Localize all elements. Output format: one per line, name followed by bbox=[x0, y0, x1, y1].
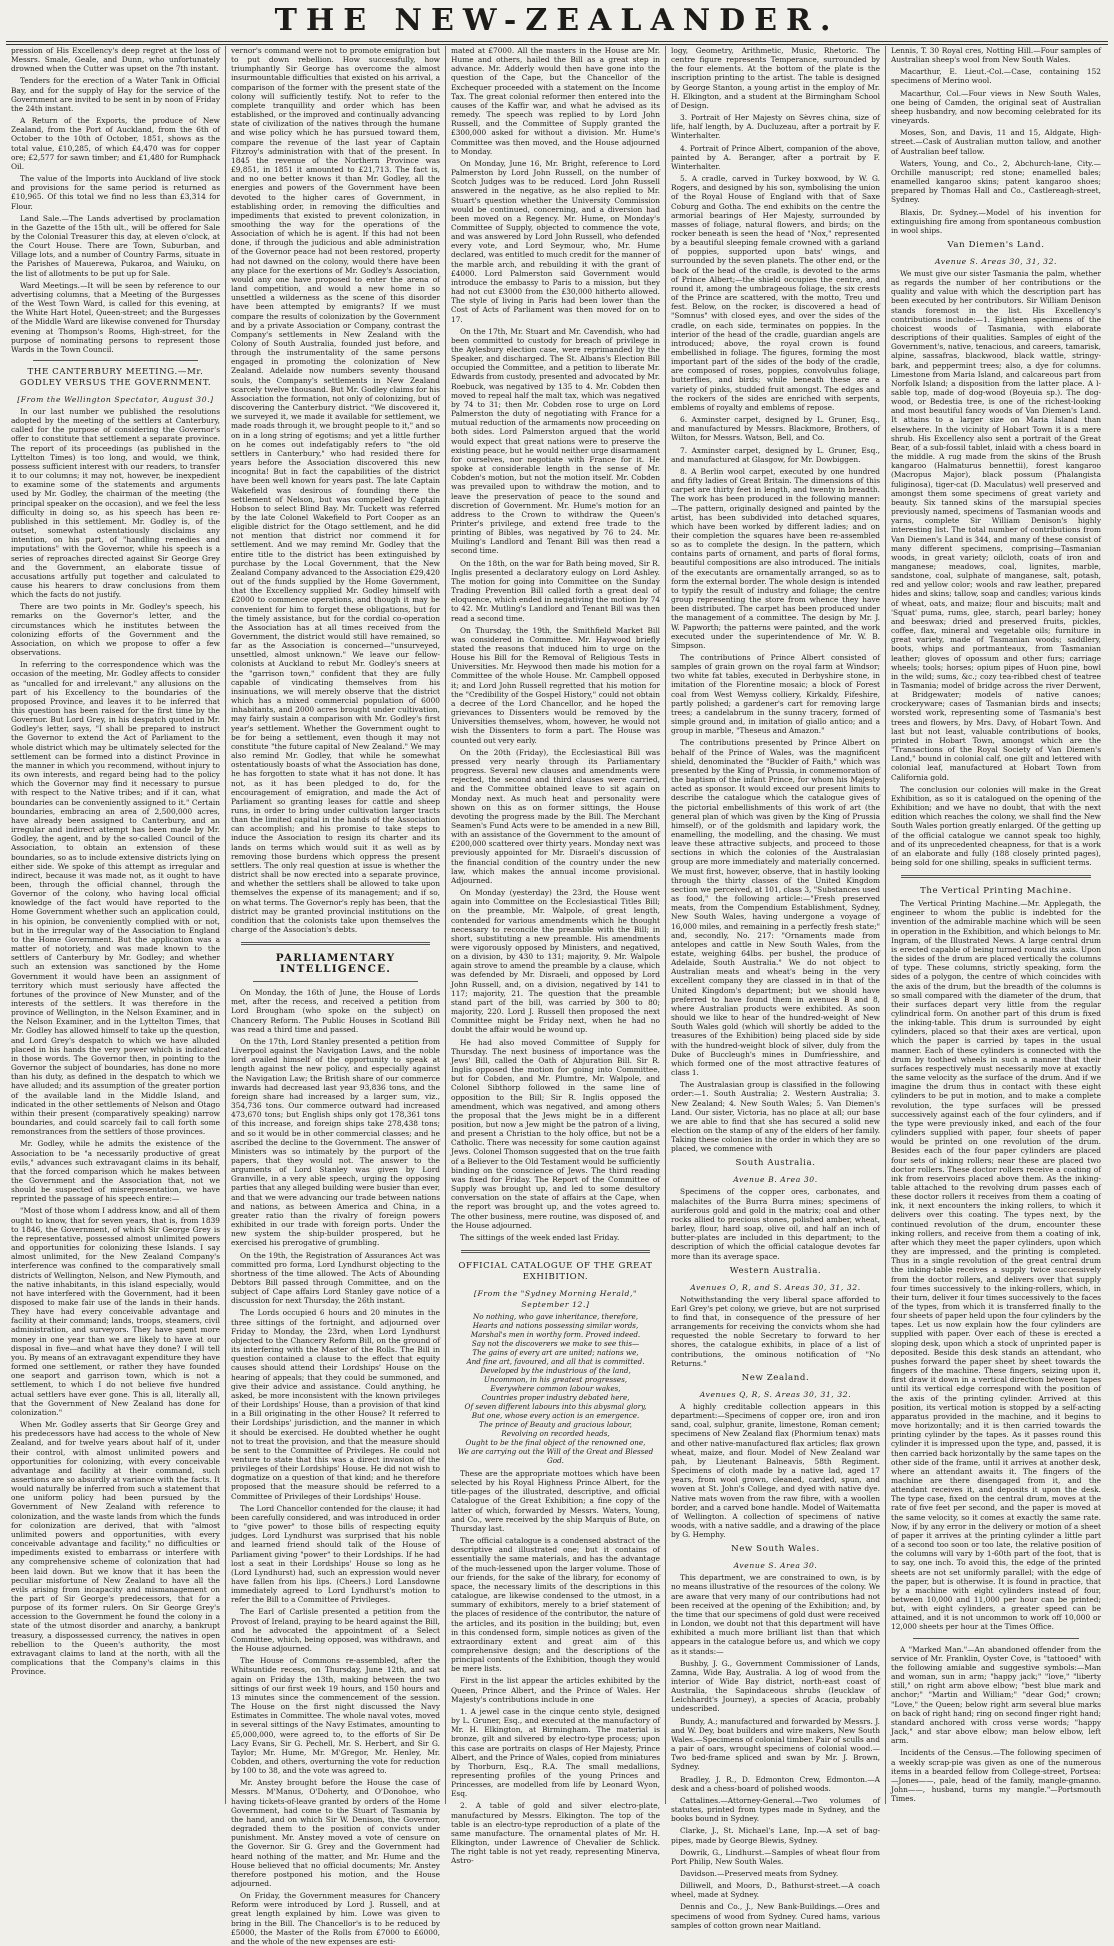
column-rule bbox=[913, 1638, 1079, 1639]
article-paragraph: On the 20th (Friday), the Ecclesiastical Bill was pressed very nearly through its Parliamentary progress. Several new clauses and amendments were rejected, the second and third clauses were carried, and the Committee obtained leave to sit again on Monday next. As much heat and personality were shown on this as on former sittings, the House devoting the progress made by the Bill. The Merchant Seamen's Fund Acts were to be amended in a new Bill, with an assistance of the Government to the amount of £200,000 scattered over thirty years. Monday next was previously appointed for Mr. Disraeli's discussion of the financial condition of the country under the new law, which makes the annual income provisional. Adjourned. bbox=[451, 747, 660, 885]
section-heading: OFFICIAL CATALOGUE OF THE GREAT EXHIBITION. bbox=[458, 1261, 653, 1282]
article-paragraph: In our last number we published the resolutions adopted by the meeting of the settlers at Canterbury, called for the purpose of considering the Governor's offer to constitute that settlement a separate province. The report of its proceedings (as published in the Lyttelton Times) is too long, and would, we think, possess sufficient interest with our readers, to transfer it to our columns; it may not, however, be inexpedient to examine some of the statements and arguments used by Mr. Godley, the chairman of the meeting (the principal speaker on the occasion), and we feel the less difficulty in doing so, as his speech has been re-published in this settlement. Mr. Godley is, of the outset, somewhat ostentatiously disclaims any intention, on his part, of "handling remedies and imputations" with the Governor, while his speech is a series of reproaches directed against Sir George Grey and the Government, an elaborate tissue of accusations artfully put together and calculated to cause his hearers to draw conclusions from them which the facts do not justify. bbox=[11, 407, 220, 600]
article-paragraph: On Thursday, the 19th, the Smithfield Market Bill was considered in Committee. Mr. Haywood briefly stated the reasons that induced him to urge on the House his Bill for the Removal of Religious Tests in Universities. Mr. Heywood then made his motion for a Committee of the whole House. Mr. Campbell opposed it; and Lord John Russell regretted that his motion for the "Credibility of the Gospel History," could not obtain a decree of the Lord Chancellor, and he hoped the grievances to Dissenters would be removed by the Universities themselves, whom, however, he would not wish the Dissenters to form a part. The House was counted out very early. bbox=[451, 625, 660, 745]
article-paragraph: On Monday, June 16, Mr. Bright, reference to Lord Palmerston by Lord John Russell, on the number of Scotch Judges was to be reduced. Lord John Russell answered in the negative, as he also replied to Mr. Stuart's question whether the University Commission would be continued, concerning, and a diversion had been moved on a Regency. Mr. Hume, on Monday's Committee of Supply, objected to commence the vote, and was answered by Lord John Russell, who defended every vote, and Lord Seymour, who, Mr. Hume declared, was entitled to much credit for the manner of the marble arch, and rebuilding it with the grant of £4000. Lord Palmerston said Government would introduce the embassy to Paris to a mission, but they had not cut £3000 from the £30,000 hitherto allowed. The style of living in Paris had been lower than the Cost of Acts of Parliament was then moved for on to 17. bbox=[451, 158, 660, 324]
article-paragraph: Clarke, J., St. Michael's Lane, Inp.—A set of bag-pipes, made by George Blewis, Sydney. bbox=[671, 1826, 880, 1845]
article-paragraph: On Monday, the 16th of June, the House of Lords met, after the recess, and received a petition from Lord Brougham (who spoke on the subject) on Chancery Reform. The Public Houses in Scotland Bill was read a third time and passed. bbox=[231, 988, 440, 1034]
article-paragraph: The Australasian group is classified in the following order:—1. South Australia; 2. Western Australia; 3. New Zealand; 4. New South Wales; 5. Van Diemen's Land. Our sister, Victoria, has no place at all; our base we are able to find that she has secured a solid new election on the stamp of any of the elders of her family. Taking these colonies in the order in which they are so placed, we commence with bbox=[671, 1080, 880, 1154]
section-subheading: Avenue S. Area 30. bbox=[733, 1561, 818, 1571]
article-paragraph: The conclusion our colonies will make in the Great Exhibition, as so it is catalogued on the opening of the Exhibition; and we have no doubt, that with the next edition which reaches the colony, we shall find the New South Wales portion greatly enlarged. Of the getting up of the official catalogue we cannot speak too highly, and of its unprecedented cheapness, for that is a work of an elaborate and fully (188 closely printed pages), being sold for one shilling, speaks in sufficient terms. bbox=[891, 784, 1101, 867]
article-paragraph: On the 18th, on the war for Bath being moved, Sir R. Inglis presented a declaratory eulogy on Lord Ashley. The motion for going into Committee on the Sunday Trading Prevention Bill called forth a great deal of eloquence, which ended in negativing the motion by 74 to 42. Mr. Mutling's Landlord and Tenant Bill was then read a second time. bbox=[451, 558, 660, 623]
verse-line: Countries proper industry debated here, bbox=[481, 1393, 630, 1402]
column-rule bbox=[461, 1250, 650, 1253]
article-paragraph: First in the list appear the articles exhibited by the Queen, Prince Albert, and the Prince of Wales. Her Majesty's contributions include in one bbox=[451, 1676, 660, 1704]
article-paragraph: Moses, Son, and Davis, 11 and 15, Aldgate, High-street.—Cask of Australian mutton tallow, and another of Australian beef tallow. bbox=[891, 128, 1101, 156]
article-paragraph: He had also moved Committee of Supply for Thursday. The next business of importance was the Jews' Bill, called the Oath of Abjuration Bill. Sir R. Inglis opposed the motion for going into Committee, but for Cobden, and Mr. Plumtre, Mr. Walpole, and Colonel Sibthorp followed in the same line of opposition to the Bill; Sir R. Inglis opposed the amendment, which was negatived, and among others the proposal that the Jews might be in a different position, but now a Jew might be the patron of a living, and present a Christian to the holy office, but not be a Catholic. There was necessity for some caution against Jews. Colonel Thomson suggested that on the true faith of a Believer to the Old Testament would be sufficiently binding on the conscience of Jews. The third reading was fixed for Friday. The Report of the Committee of Supply was brought up, and led to some desultory conversation on the state of affairs at the Cape, when the report was brought up, and the votes agreed to. The other business, mere routine, was disposed of, and the House adjourned. bbox=[451, 1037, 660, 1230]
article-paragraph: Dilliwell, and Moors, D., Bathurst-street.—A coach wheel, made at Sydney. bbox=[671, 1881, 880, 1900]
article-paragraph: The Lord Chancellor contended for the clause; it had been carefully considered, and was introduced in order to "give power" to those bills of respecting equity judges. Lord Lyndhurst was surprised that his noble and learned friend should talk of the House of Parliament giving "power" to their Lordships. If he had lost a seat in their Lordships' House so long as he (Lord Lyndhurst) had, such an expression would never have fallen from his lips. (Cheers.) Lord Lansdowne immediately agreed to Lord Lyndhurst's motion to refer the Bill to a Committee of Privileges. bbox=[231, 1503, 440, 1605]
verse-line: The prince of Beauty and gracious labour, bbox=[479, 1420, 632, 1429]
article-paragraph: Specimens of the copper ores, carbonates, and malachites of the Burra Burra mines; specimens of auriferous gold and gold in the matrix; coal and other rocks allied to precious stones, polished amber, wheat, barley, flour, hard soap, olive oil, and half an inch of butter-plates are included in this department; to the description of which the official catalogue devotes far more than its average space. bbox=[671, 1187, 880, 1261]
section-heading: New Zealand. bbox=[741, 1372, 810, 1383]
verse-line: Uncommon, in his greatest progresses, bbox=[483, 1375, 628, 1384]
section-subheading: Avenue S. Areas 30, 31, 32. bbox=[934, 256, 1058, 266]
verse-line: We are carrying out the Will of the Great and Blessed God. bbox=[457, 1447, 654, 1465]
section-subheading: [From the Wellington Spectator, August 30.] bbox=[17, 395, 214, 404]
article-paragraph: Ward Meetings.—It will be seen by reference to our advertising columns, that a Meeting of the Burgesses of the West Town Ward, is called for this evening, at the White Hart Hotel, Queen-street; and the Burgesses of the Middle Ward are likewise convened for Thursday evening at Thompson's Rooms, High-street, for the purpose of nominating persons to represent those Wards in the Town Council. bbox=[11, 280, 220, 354]
column-rule bbox=[33, 360, 198, 361]
verse-line: Marshal's men in worthy form. Proved indeed. bbox=[470, 1330, 641, 1339]
article-paragraph: A Return of the Exports, the produce of New Zealand, from the Port of Auckland, from the 6th of October to the 10th of October, 1851, shows as the total value, £10,285, of which £4,470 was for copper ore; £2,577 for sawn timber; and £1,480 for Rumphack Oil. bbox=[11, 116, 220, 171]
article-paragraph: 6. Axminster carpet, designed by L. Gruner, Esq., and manufactured by Messrs. Blackmore, Brothers, of Wilton, for Messrs. Watson, Bell, and Co. bbox=[671, 415, 880, 443]
article-paragraph: Lennis, T. 30 Royal cres, Notting Hill.—Four samples of Australian sheep's wool from New South Wales. bbox=[891, 46, 1101, 65]
column-rule bbox=[241, 942, 430, 945]
section-heading: PARLIAMENTARY INTELLIGENCE. bbox=[275, 952, 396, 976]
verse-line: Everywhere common labour wakes, bbox=[490, 1384, 621, 1393]
masthead-rule-bottom bbox=[6, 44, 1108, 45]
column-1 bbox=[6, 46, 226, 1804]
column-rule bbox=[901, 875, 1091, 878]
masthead bbox=[0, 2, 1114, 42]
article-paragraph: We must give our sister Tasmania the palm, whether as regards the number of her contributions or the quality and value with which the description part has been executed by her contributors. Sir William Denison stands foremost in the list. His Excellency's contributions include:—1. Eighteen specimens of the choicest woods of Tasmania, with elaborate descriptions of their qualities. Samples of eight of the Government's, native, tenacious, and careers, tamarisk, alpine, sassafras, blackwood, black wattle, stringy-bark, and peppermint trees; also, a dye for columns. Limestone from Maria Island, and calcareous part from Norfolk Island; a disposition from the latter place. A l-sable top, made of dog-wood (Boyeuia sp.). The dog-wood, or Bedestia tree, is one of the richest-looking and most beautiful fancy woods of Van Diemen's Land. It attains to a larger size on Maria Island than elsewhere. In the vicinity of Hobart Town it is a mere shrub. His Excellency also sent a portrait of the Great Bear, of a sub-fossil tablet, inlaid with a chess board in the middle. A rug made from the skins of the Brush kangaroo (Halmaturus bennettii), forest kangaroo (Macropus Major), black possum (Phalangista fuliginosa), tiger-cat (D. Maculatus) well preserved and amongst them some specimens of great variety and beauty. Six tanned skins of the marsupial species previously named, specimens of Tasmanian woods and yarns, complete Sir William Denison's highly interesting list. The total number of contributions from Van Diemen's Land is 344, and many of these consist of many different specimens, comprising—Tasmanian woods, in great variety; oilcloth, coats of iron and manganese; meadows, coal, lignites, marble, sandstone, coal, sulphate of manganese, salt, potash, red and yellow color; wools and raw leather, prepared hides and skins; tallow, soap and candles; various kinds of wheat, oats, and maize; flour and biscuits; malt and 'Squat' puma, rums, glee, starch, pearl barley; honey and beeswax; dried and preserved fruits, pickles, coffee, flax, mineral and vegetable oils; furniture in great variety, made of Tasmanian woods; saddlery, boots, whips and portmanteaux, from Tasmanian leather; gloves of opossum and other furs; carriage wheels; tools; horses; opium pipes of Huon pine, bowl in the wild; sums, &c.; cozy tea-ribbed chest of teatree in Tasmania; model of bridge across the river Derwent, at Bridgewater; models of native canoes; crockeryware; cases of Tasmanian birds and insects; worsted work, representing some of Tasmania's best trees and flowers, by Mrs. Davy, of Hobart Town. And last but not least, valuable contributions of books, printed in Hobart Town, amongst which are the "Transactions of the Royal Society of Van Diemen's Land," bound in colonial calf, one gilt and lettered with colonial leaf, manufactured at Hobart Town from California gold. bbox=[891, 268, 1101, 782]
article-paragraph: On the 17th, Lord Stanley presented a petition from Liverpool against the Navigation Laws, and the noble lord availed himself of the opportunity to speak at length against the new policy, and especially against the Navigation Law; the British share of our commerce inwards had decreased last year 93,836 tons, and the foreign share had increased by a larger sum, viz., 354,736 tons. Our commerce outward had increased 473,670 tons; but English ships only got 178,361 tons of this increase, and foreign ships take 278,438 tons; and so it would be in other commercial classes; and he ascribed the decline to the Government. The answer of Ministers was so intimately by the purport of the papers, that they would not. The answer to the arguments of Lord Stanley was given by Lord Granville, in a very able speech, urging the opposing parties that any alleged building were busier than ever, and that we were advancing our trade between nations and nations, as between America and China, in a greater ratio than the rivalry of foreign powers exhibited in our trade with foreign ports. Under the new system the ship-builder prospered, but he exercised his prerogative of grumbling. bbox=[231, 1036, 440, 1248]
article-paragraph: On the 17th, Mr. Stuart and Mr. Cavendish, who had been committed to custody for breach of privilege in the Aylesbury election case, were reprimanded by the Speaker, and discharged. The St. Albans's Election Bill occupied the Committee, and a petition to liberate Mr. Edwards from custody, presented and advocated by Mr. Roebuck, was negatived by 135 to 4. Mr. Cobden then moved to repeal half the malt tax, which was negatived by 74 to 31; then Mr. Cobden rose to urge on Lord Palmerston the duty of negotiating with France for a mutual reduction of the armaments now proceeding on both sides. Lord Palmerston argued that the world would expect that great nations were to preserve the existing peace, but he would neither urge disarmament for ourselves, nor negotiate with France for it. He spoke at considerable length in the sense of Mr. Cobden's motion, but not the motion itself. Mr. Cobden was prevailed upon to withdraw the motion, and to leave the preservation of peace to the sound and discretion of Government. Mr. Hume's motion for an address to the Crown to withdraw the Queen's Printer's privilege, and extend free trade to the printing of Bibles, was negatived by 76 to 24. Mr. Muiling's Landlord and Tenant Bill was then read a second time. bbox=[451, 326, 660, 556]
article-paragraph: The value of the Imports into Auckland of live stock and provisions for the same period is returned as £10,965. Of this total we find no less than £3,314 for Flour. bbox=[11, 174, 220, 211]
article-paragraph: This department, we are constrained to own, is by no means illustrative of the resources of the colony. We are aware that very many of our contributions had not been received at the opening of the Exhibition; and, by the time that our specimens of gold dust were received in London, we doubt not that this department will have exhibited a much more brilliant list than that which appears in the catalogue before us, and which we copy as it stands:— bbox=[671, 1573, 880, 1656]
article-paragraph: Blaxis, Dr. Sydney.—Model of his invention for extinguishing fire among from spontaneous combustion in wool ships. bbox=[891, 207, 1101, 235]
section-subheading: Avenues Q, R, S. Areas 30, 31, 32. bbox=[699, 1389, 852, 1399]
section-heading: THE CANTERBURY MEETING.—Mr. GODLEY VERSUS THE GOVERNMENT. bbox=[19, 367, 212, 388]
column-4 bbox=[666, 46, 886, 1930]
section-heading: Western Australia. bbox=[729, 1265, 822, 1276]
verse-line: The gains of every art are united; nations we, bbox=[472, 1348, 639, 1357]
section-heading: The Vertical Printing Machine. bbox=[920, 886, 1072, 897]
article-paragraph: In referring to the correspondence which was the occasion of the meeting, Mr. Godley affects to consider as "uncalled for and irrelevant," any allusions on the part of his Excellency to the boundaries of the proposed Province, and leaves it to be inferred that this question has been raised for the first time by the Governor. But Lord Grey, in his despatch quoted in Mr. Godley's letter, says, "I shall be prepared to instruct the Governor to extend the Act of Parliament to the whole district which may be ultimately selected for the settlement can be formed into a distinct Province in the manner in which you recommend, without injury to its own interests, and regard being had to the policy which the Governor may find it necessary to pursue with respect to the Native tribes; and if it can, what boundaries can be conveniently assigned to it." Certain boundaries, embracing an area of 2,500,000 acres, have already been assigned to Canterbury, and an irregular and indirect attempt has been made by Mr. Godley, the agent, and by the so-called Council of the Association, to obtain an extension of these boundaries, so as to include extensive districts lying on either side. We spoke of this attempt as irregular and indirect, because it was made not, as it ought to have been, through the official channel, through the Governor of the colony, who having local official knowledge of the fact would have reported to the Home Government whether such an application could, in his opinion, be conveniently complied with or not, but in the irregular way of the Association to England to the Home Government. But the application was a matter of notoriety, and was made known to the settlers of Canterbury by Mr. Godley; and whether such an extension was sanctioned by the Home Government it would have been an assignment of territory which must seriously have affected the fortunes of the province of New Munster, and of the interests of the settlers. It was therefore in the province of Wellington, in the Nelson Examiner, and in the Nelson Examiner, and in the Lyttelton Times, that Mr. Godley has allowed himself to take up the question, and Lord Grey's despatch to which we have alluded placed in his hands the very power which is indicated in those words. The Governor then, in pointing to the Governor the subject of boundaries, has done no more than his duty, as defined in the despatch to which we have alluded; and its assumption of the greater portion of the available land in the Middle Island, and indicated in the other settlements of Nelson and Otago within their present (comparatively speaking) narrow boundaries, and could scarcely fail to call forth some remonstrances from the settlers of those provinces. bbox=[11, 660, 220, 1137]
article-paragraph: The Vertical Printing Machine.—Mr. Applegath, the engineer to whom the public is indebted for the invention of the admirable machine which will be seen in operation in the Exhibition, and which belongs to Mr. Ingram, of the Illustrated News. A large central drum is erected capable of being turned round its axis. Upon the sides of the drum are placed vertically the columns of type. These columns, strictly speaking, form the sides of a polygon, the centre of which coincides with the axis of the drum, but the breadth of the columns is so small compared with the diameter of the drum, that their surfaces depart very little from the regular cylindrical form. On another part of this drum is fixed the inking-table. This drum is surrounded by eight cylinders, placed so that their axes are vertical, upon which the paper is carried by tapes in the usual manner. Each of these cylinders is connected with the drum by toothed wheels in such a manner that their surfaces respectively must necessarily move at exactly the same velocity as the surface of the drum. And if we imagine the drum thus in contact with these eight cylinders to be put in motion, and to make a complete revolution, the type surfaces will be pressed successively against each of the four cylinders, and if the type were previously inked, and each of the four cylinders supplied with paper, four sheets of paper would be printed on one revolution of the drum. Besides each of the four paper cylinders are placed four sets of inking rollers; near these are placed two doctor rollers. These doctor rollers receive a coating of ink from reservoirs placed above them. As the inking-table attached to the revolving drum passes each of these doctor rollers it receives from them a coating of ink, it next encounters the inking rollers, to which it delivers over this coating. The types next, by the continued revolution of the drum, encounter these inking rollers, and receive from them a coating of ink, after which they meet the paper cylinders, upon which they are impressed, and the printing is completed. Thus in a single revolution of the great central drum the inking-table receives a supply twice successively from the doctor rollers, and delivers over that supply four times successively to the inking-rollers, which, in their turn, deliver it four times successively to the faces of the types, from which it is transferred finally to the four sheets of paper held upon the four cylinders by the tapes. Let us now explain how the four cylinders are supplied with paper. Over each of these is erected a sloping desk, upon which a stock of unprinted paper is deposited. Beside this desk stands an attendant, who pushes forward the paper sheet by sheet towards the fingers of the machine. These fingers, seizing upon it, first draw it down in a vertical direction between tapes until its vertical edge correspond with the position of the axis of the printing cylinder. Arrived at this position, its vertical motion is stopped by a self-acting apparatus provided in the machine, and it begins to move horizontally; and it is then carried towards the printing cylinder by the tapes. As it passes round this cylinder it is impressed upon the type, and, passed, it is then carried back horizontally by the same tapes on the other side of the frame, until it arrives at another desk, where an attendant awaits it. The fingers of the machine are there disengaged from it, and the attendant receives it, and deposits it upon the desk. The type case, fixed on the central drum, moves at the rate of five feet per second, and the paper is moved at the same velocity, so it comes at exactly the same rate. Now, if by any error in the delivery or motion of a sheet of paper it arrives at the printing cylinder a little part of a second too soon or too late, the relative position of the columns will vary by 1-60th part of the foot, that is to say, one inch. To avoid this, the edge of the printed sheets are not set uniformly parallel; with the edge of the paper, but is otherwise. It is found in practice, that by a machine with eight cylinders instead of four, between 10,000 and 11,000 per hour can be printed; but, with eight cylinders, a greater speed can be attained, and it is not uncommon to work off 10,000 or 12,000 sheets per hour at the Times Office. bbox=[891, 899, 1101, 1632]
article-paragraph: A "Marked Man."—An abandoned offender from the service of Mr. Franklin, Oyster Cove, is "tattooed" with the following amiable and suggestive symbols:—Man and woman, sun in arm; "happy jack;" "love," "liberty still," on right arm above elbow; "best blue mark and anchor;" "Martin and William;" "dear God;" crown; "Love," the Queen; below right arm several blue marks on back of right hand; ring on second finger right hand; standard anchored with cross verse words; "happy Jack," and star above elbow; man below elbow, left arm. bbox=[891, 1644, 1101, 1746]
article-paragraph: On Monday (yesterday) the 23rd, the House went again into Committee on the Ecclesiastical Titles Bill; on the preamble, Mr. Walpole, of great length, contended for various amendments which he thought necessary to reconcile the preamble with the Bill; in short, substituting a new preamble. His amendments were vigorously opposed by Ministers, and negatived, on a division, by 430 to 131; majority, 9. Mr. Walpole again strove to amend the preamble by a clause, which was defended by Mr. Disraeli, and opposed by Lord John Russell, and, on a division, negatived by 141 to 117; majority, 21. The question that the preamble stand part of the bill, was carried by 300 to 80; majority, 220. Lord J. Russell then proposed the next Committee might be Friday next, when he had no doubt the affair would be wound up. bbox=[451, 888, 660, 1035]
article-paragraph: Bundy, A.; manufactured and forwarded by Messrs. J. and W. Dey, boat builders and wire makers, New South Wales.—Specimens of colonial timber. Pair of sculls and a pair of oars, wrought specimens of colonial wood.—Two bed-frame spliced and swan by Mr. J. Brown, Sydney. bbox=[671, 1716, 880, 1772]
article-paragraph: 3. Portrait of Her Majesty on Sèvres china, size of life, half length, by A. Ducluzeau, after a portrait by F. Winterhalter. bbox=[671, 113, 880, 141]
article-paragraph: Macarthur, Col.—Four views in New South Wales, one being of Camden, the original seat of Australian sheep husbandry, and now becoming celebrated for its vineyards. bbox=[891, 88, 1101, 126]
article-paragraph: Mr. Godley, while he admits the existence of the Association to be "a necessarily productive of great evils," advances such extravagant claims in its behalf, that the forced comparison which he makes between the Government and the Association that, not we should be suspected of misrepresentation, we have reprinted the passage of his speech entire:— bbox=[11, 1139, 220, 1204]
verse-line: Of seven different labours into this abysmal glory, bbox=[464, 1402, 647, 1411]
article-paragraph: The Earl of Carlisle presented a petition from the Provost of Ireland, praying to be heard against the Bill, and he advocated the appointment of a Select Committee, which, being opposed, was withdrawn, and the House adjourned. bbox=[231, 1607, 440, 1654]
section-subheading: Avenue B. Area 30. bbox=[733, 1175, 818, 1185]
article-paragraph: Macarthur, E. Lieut.-Col.—Case, containing 152 specimens of Merino wool. bbox=[891, 67, 1101, 86]
column-container bbox=[6, 46, 1108, 1946]
verse-line: Developed by the industrious of the land, bbox=[480, 1366, 631, 1375]
article-paragraph: Dowrik, G., Lindhurst.—Samples of wheat flour from Port Philip, New South Wales. bbox=[671, 1847, 880, 1866]
column-2 bbox=[226, 46, 446, 1946]
article-paragraph: Land Sale.—The Lands advertised by proclamation in the Gazette of the 15th ult., will be offered for Sale by the Colonial Treasurer this day, at eleven o'clock, at the Court House. There are Town, Suburban, and Village lots, and a number of Country Farms, situate in the Parishes of Mauerewa, Pukaroa, and Waiuku, on the list of allotments to be put up for Sale. bbox=[11, 213, 220, 278]
article-paragraph: 8. A Berlin wool carpet, executed by one hundred and fifty ladies of Great Britain. The dimensions of this carpet are thirty feet in length, and twenty in breadth. The work has been produced in the following manner:—The pattern, originally designed and painted by the artist, has been subdivided into detached squares, which have been worked by different ladies; and on their completion the squares have been re-assembled so as to complete the design. In the pattern, which contains parts of ornament, and parts of floral forms, beautiful compositions are also introduced. The initials of the executants are ornamentally arranged, so as to form the external border. The whole design is intended to typify the result of industry and foliage; the centre group representing the store from whence they have been distributed. The carpet has been produced under the management of a committee. The design by Mr. J. W. Papworth; the patterns were painted, and the work executed under the superintendence of Mr. W. B. Simpson. bbox=[671, 466, 880, 650]
article-paragraph: Notwithstanding the very liberal space afforded to Earl Grey's pet colony, we grieve, but are not surprised to find that, in consequence of the pressure of her arrangements for receiving the convicts whom she had requested the noble Secretary to forward to her shores, the catalogue exhibits, in place of a list of contributions, the ominous notification of "No Returns." bbox=[671, 1294, 880, 1368]
article-paragraph: The Lords occupied 6 hours and 20 minutes in the three sittings of the fortnight, and adjourned over Friday to Monday, the 23rd, when Lord Lyndhurst objected to the Chancery Reform Bill, on the ground of its interfering with the Master of the Rolls. The Bill in question contained a clause to the effect that equity causes should attend their Lordships' House on the hearing of appeals; that they could be summoned, and give their advice and assistance. Could anything, he asked, be more inconsistent with the known privileges of their Lordships' House, than a provision of that kind in a Bill originating in the other House? It referred to their Lordships' jurisdiction, and the manner in which it should be exercised. He doubted whether he ought not to treat the provision, and that the measure should be sent to the Committee of Privileges. He could not venture to state that this was a direct invasion of the privileges of their Lordships' House. He did not wish to dogmatize on a question of that kind; and he therefore proposed that the measure should be referred to a Committee of Privileges of their Lordships' House. bbox=[231, 1308, 440, 1501]
article-paragraph: On Friday, the Government measures for Chancery Reform were introduced by Lord J. Russell, and at great length explained by him. Lowe was given to bring in the Bill. The Chancellor's is to be reduced by £5000, the Master of the Rolls from £7000 to £6000, and the whole of the new expenses are esti- bbox=[231, 1891, 440, 1946]
section-subheading: [From the "Sydney Morning Herald," September 12.] bbox=[473, 1289, 638, 1309]
article-paragraph: Bushby, J. G., Government Commissioner of Lands, Zamna, Wide Bay, Australia. A log of wood from the interior of Wide Bay district, north-east coast of Australia, the Sapindaceous shrubs (Ieucklaw of Leichhardt's Journey), a species of Acacia, probably undescribed. bbox=[671, 1658, 880, 1714]
verse-block bbox=[451, 1312, 660, 1465]
article-paragraph: logy, Geometry, Arithmetic, Music, Rhetoric. The centre figure represents Temperance, surrounded by the four elements. At the bottom of the plate is the inscription printing to the artist. The table is designed by George Stanton, a young artist in the employ of Mr. H. Elkington, and a student at the Birmingham School of Design. bbox=[671, 46, 880, 110]
article-paragraph: When Mr. Godley asserts that Sir George Grey and his predecessors have had access to the whole of New Zealand, and for twelve years about half of it, under their control, with almost unlimited powers and opportunities for colonizing, with every conceivable advantage and facility at their command, such assertions are so absurdly at variance with the facts. It would naturally be inferred from such a statement that one uniform policy had been pursued by the Government of New Zealand with reference to colonization, and the waste lands from which the funds for colonization are derived, that with "almost unlimited powers and opportunities, with every conceivable advantage and facility," no difficulties or impediments existed to embarrass or interfere with any comprehensive scheme of colonization that had been laid down. But we know that it has been the peculiar misfortune of New Zealand to have all the evils arising from incapacity and mismanagement on the part of Sir George's predecessors, that for a purpose of its former rulers. On Sir George Grey's accession to the Government he found the colony in a state of the utmost disorder and anarchy, a bankrupt treasury, a dispossessed currency, the natives in open rebellion to the Queen's authority, the most extravagant claims to land at the north, with all the complications that the Company's claims in this Province. bbox=[11, 1420, 220, 1677]
masthead-rule-top bbox=[6, 41, 1108, 42]
article-paragraph: The sittings of the week ended last Friday. bbox=[460, 1232, 620, 1242]
verse-line: Say not the discoverers we make to see this— bbox=[471, 1339, 640, 1348]
article-paragraph: The contributions presented by Prince Albert on behalf of the Prince of Wales, was the magnificent shield, denominated the "Buckler of Faith," which was presented by the King of Prussia, in commemoration of the baptism of the infant Prince, for whom his Majesty acted as sponsor. It would exceed our present limits to describe the catalogue which the catalogue gives of the pictorial embellishments of this work of art (the general plan of which was given by the King of Prussia himself), or of the goldsmith and lapidary work, the enamelling, the modelling, and the chasing. We must leave these attractive subjects, and proceed to those sections in which the colonies of the Australasian group are more immediately and materially concerned. We must first, however, observe, that in hastily looking through the thirty classes of the United Kingdom section we perceived, at 101, class 3, "Substances used as food," the following article:—"Fresh preserved meats, from the Compendium Establishment, Sydney, New South Wales, having undergone a voyage of 16,000 miles, and remaining in a perfectly fresh state;" and, secondly, No. 217: "Ornaments made from antelopes and cattle in New South Wales, from the estate, weighing 64lbs. per bushel, the produce of Adelaide, South Australia." We do not object to Australian meats and wheat's being in the very excellent company they are classed in in that of the United Kingdom's department; but we should have preferred to have found them in avenues B and 8, where Australian products were exhibited. As soon should we like to hear of the hundred-weight of New South Wales gold (which will shortly be added to the treasures of the Exhibition) being placed side by side with the hundred-weight block of silver, duly from the Duke of Buccleugh's mines in Dumfriesshire, and which formed one of the most attractive features of class 1. bbox=[671, 738, 880, 1078]
verse-line: Ought to be the final object of the renowned one, bbox=[465, 1438, 646, 1447]
article-paragraph: vernor's command were not to promote emigration but to put down rebellion. How successfully, how triumphantly Sir George has overcome the almost insurmountable difficulties that existed on his arrival, a comparison of the former with the present state of the colony will sufficiently testify. Not to refer to the complete tranquillity and order which has been established, or the improved and continually advancing state of civilization of the natives through the humane and wise policy which he has pursued toward them, compare the revenue of the last year of Captain Fitzroy's administration with that of the present. In 1845 the revenue of the Northern Province was £9,851, in 1851 it amounted to £21,713. The fact is, and no one better knows it than Mr. Godley, all the energies and powers of the Government have been devoted to the higher cares of Government, in establishing order, in removing the difficulties and impediments that existed to prevent colonization, in smoothing the way for the operations of the Association of which he is agent. If this had not been done, if through the judicious and able administration of the Governor peace had not been restored, property had not dawned on the colony, would there have been any place for the exertions of Mr. Godley's Association, would any one have proposed to enter the arena of land competition, and would a new home in so unsettled a wilderness as the scene of this disorder have been attempted by emigrants? If we must compare the results of colonization by the Government and by a private Association or Company, contrast the Company's settlements in New Zealand with the Colony of South Australia, founded just before, and through the instrumentality of the same persons engaged in promoting the colonization of New Zealand. Adelaide now numbers seventy thousand souls, the Company's settlements in New Zealand scarcely twelve thousand. But Mr. Godley claims for his Association the formation, not only of colonizing, but of discovering the Canterbury district. "We discovered it, we surveyed it, we made it available for settlement, we made roads through it, we brought people to it," and so on in a long string of egotisms; and yet a little further on he comes out indefatigably refers to "the old settlers in Canterbury," who had resided there for years before the Association discovered this new incognita! But in fact the capabilities of the district have been well known for years past. The late Captain Wakefield was desirous of founding there the settlement of Nelson, but was compelled by Captain Hobson to select Blind Bay. Mr. Tuckett was referred by the late Colonel Wakefield to Port Cooper as an eligible district for the Otago settlement, and he did not mention that district nor commend it for settlement. And we may remind Mr. Godley that the entire title to the district has been extinguished by purchase by the Local Government, that the New Zealand Company advanced to the Association £29,420 out of the funds supplied by the Home Government, that the Excellency supplied Mr. Godley himself with £2000 to commence operations, and though it may be convenient for him to forget these obligations, but for the timely assistance, but for the cordial co-operation the Association has at all times received from the Government, the district would still have remained, so far as the Association is concerned—"unsurveyed, unsettled, almost unknown." We leave our fellow-colonists at Auckland to rebut Mr. Godley's sneers at the "garrison town," confident that they are fully capable of vindicating themselves from his insinuations, we will merely observe that the district which has a mixed commercial population of 6000 inhabitants, and 2000 acres brought under cultivation, may fairly sustain a comparison with Mr. Godley's first year's settlement. Whether the Government ought to be for being a settlement, even though it may not constitute "the future capital of New Zealand." We may also remind Mr. Godley, that while he somewhat ostentatiously boasts of what the Association has done, he has forgotten to state what it has not done. It has not, as it has been pledged to do, for the encouragement of emigration, and made the Act of Parliament so granting leases for cattle and sheep runs, in order to bring under cultivation larger tracts than the limited capital in the hands of the Association can accomplish; and his promise to take steps to induce the Association to resign its charter and its lands on terms which would suit it as well as by removing those burdens which oppress the present settlers. The only real question at issue is whether the district shall be now erected into a separate province, and whether the settlers shall be allowed to take upon themselves the expense of its management; and if so, on what terms. The Governor's reply has been, that the district may be granted provincial institutions on the condition that the colonists take upon themselves the charge of the Association's debts. bbox=[231, 46, 440, 934]
verse-line: Revolving on recorded heads, bbox=[501, 1429, 610, 1438]
article-paragraph: The House of Commons re-assembled, after the Whitsuntide recess, on Thursday, June 12th, and sat again on Friday the 13th, making between the two sittings of our first week 19 hours, and 150 hours and 13 minutes since the commencement of the session. The House on the first night discussed the Navy Estimates in Committee. The whole naval votes, moved in several sittings of the Navy Estimates, amounting to £5,000,000, were agreed to, to the efforts of Sir De Lacy Evans, Sir G. Pechell, Mr. S. Herbert, and Sir G. Taylor; Mr. Hume, Mr. M'Gregor, Mr. Henley, Mr. Cobden, and others, overturning the vote for reduction by 100 to 38, and the vote was agreed to. bbox=[231, 1656, 440, 1776]
article-paragraph: Bradley, J. R., D. Edmonton Crew, Edmonton.—A desk and a chess-board of polished woods. bbox=[671, 1774, 880, 1793]
section-subheading: Avenues O, R, and S. Areas 30, 31, 32. bbox=[690, 1282, 861, 1292]
column-5 bbox=[886, 46, 1106, 1804]
article-paragraph: There are two points in Mr. Godley's speech, his remarks on the Governor's letter, and the circumstances which he institutes between the colonizing efforts of the Government and the Association, on which we propose to offer a few observations. bbox=[11, 602, 220, 658]
article-paragraph: The official catalogue is a condensed abstract of the descriptive and illustrated one; but it contains of essentially the same materials, and has the advantage of the much-lessened upon the larger volume. Those of our friends, for the sake of the library, for economy of space, the necessary limits of the descriptions in this catalogue, are likewise condensed to the utmost, in a summary of exhibitors, merely to a brief statement of the places of residence of the contributor, the nature of the articles, and its position in the building; but, even in this condensed form, simple notices as given of the extraordinary extent and great aim of this comprehensive design; and the descriptions of the principal contents of the Exhibition, though they would be mere lists. bbox=[451, 1536, 660, 1674]
article-paragraph: Incidents of the Census.—The following specimen of a weekly scrap-pie was given as one of the numerous items in a bearded fellow from College-street, Portsea:—Jones——, pale, head of the family, mangle-gmanno. John——, husband, turns my mangle."—Portsmouth Times. bbox=[891, 1748, 1101, 1804]
article-paragraph: These are the appropriate mottoes which have been selected by his Royal Highness Prince Albert, for the title-pages of the illustrated, descriptive, and official Catalogue of the Great Exhibition; a fine copy of the latter of which, forwarded by Messrs. Waters, Young, and Co., were received by the ship Marquis of Bute, on Thursday last. bbox=[451, 1469, 660, 1533]
article-paragraph: 5. A cradle, carved in Turkey boxwood, by W. G. Rogers, and designed by his son, symbolising the union of the Royal House of England with that of Saxe Coburg and Gotha. The end exhibits on the centre the armorial bearings of Her Majesty, surrounded by masses of foliage, natural flowers, and birds; on the rocker beneath is seen the head of "Nox," represented by a beautiful sleeping female crowned with a garland of poppies, supported upon bats' wings, and surrounded by the seven planets. The other end, or the back of the head of the cradle, is devoted to the arms of Prince Albert;—the shield occupies the centre, and round it, among the umbrageous foliage, the six crests of the Prince are scattered, with the motto, Treu und fest. Below, on the rocker, is discovered a head of "Somnus" with closed eyes, and over the sides of the cradle, on each side, terminates on poppies. In the interior of the head of the cradle, guardian angels are introduced; above, the royal crown is found embellished in foliage. The figures, forming the most important part of the sides of the body of the cradle, are composed of roses, poppies, convolvulus foliage, butterflies, and birds; while beneath these are a variety of pinks, studded fruit amongst. The edges and the rockers of the sides are enriched with serpents, emblems of royalty and emblems of repose. bbox=[671, 174, 880, 412]
article-paragraph: A highly creditable collection appears in this department:—Specimens of copper ore, iron and iron sand, coal, sulphur, granite, limestone, Roman cement; specimens of New Zealand flax (Phormium tenax) mats and other native-manufactured flax articles; flax grown wheat, maize, and flour. Model of New Zealand war pah, by Lieutenant Balneavis, 58th Regiment. Specimens of cloth made by a native lad, aged 17 years, from wool grown, cleaned, carded, spun, and woven at St. John's College, and dyed with native dye. Native mats woven from the raw fibre, with a woollen border, and a carved bone handle. Model of Waitematta of Wellington. A collection of specimens of native woods, with a native saddle, and a drawing of the place by G. Hemphy. bbox=[671, 1401, 880, 1540]
article-paragraph: "Most of those whom I address know, and all of them ought to know, that for seven years, that is, from 1839 to 1846, the Government, of which Sir George Grey is the representative, possessed almost unlimited powers and opportunities for colonizing these Islands. I say almost unlimited, for the New Zealand Company's interference was confined to the comparatively small districts of Wellington, Nelson, and New Plymouth, and the native inhabitants, in this island especially, would not have interfered with the Government, had it been disposed to make fair use of the lands in their hands. They have had every conceivable advantage and facility at their command; lands, troops, steamers, civil administration, and surveyors. They have spent more money in one year than we are likely to have at our disposal in five—and what have they done? I will tell you. By means of an extravagant expenditure they have formed one settlement, or rather they have founded one seaport and garrison town, which is not a settlement, to which I do not believe five hundred actual settlers have ever gone. This is all, literally all, that the Government of New Zealand has done for colonization." bbox=[11, 1206, 220, 1417]
article-paragraph: mated at £7000. All the masters in the House are Mr. Hume and others, hailed the Bill as a great step in advance. Mr. Adderly would then have gone into the question of the Cape, but the Chancellor of the Exchequer proceeded with a statement on the Income Tax. The great colonial reformer then entered into the causes of the Kaffir war, and what he advised as its remedy. The speech was replied to by Lord John Russell, and the Committee of Supply granted the £300,000 asked for without a division. Mr. Hume's Committee was then moved, and the House adjourned to Monday. bbox=[451, 46, 660, 156]
section-heading: South Australia. bbox=[735, 1158, 816, 1169]
article-paragraph: Cattalines.—Attorney-General.—Two volumes of statutes, printed from types made in Sydney, and the books bound in Sydney. bbox=[671, 1795, 880, 1824]
section-heading: New South Wales. bbox=[731, 1544, 820, 1555]
article-paragraph: Mr. Anstey brought before the House the case of Messrs. M'Manus, O'Doherty, and O'Donohoe, who having tickets-of-leave granted by orders of the Home Government, had come to the Stuart of Tasmania by the hand, and on which Sir W. Denison, the Governor, degraded them to the position of convicts under punishment. Mr. Anstey moved a vote of censure on the Governor. Sir G. Grey and the Government had heard nothing of the matter, and Mr. Hume and the House believed that no official documents; Mr. Anstey therefore postponed his motion, and the House adjourned. bbox=[231, 1778, 440, 1888]
article-paragraph: On the 19th, the Registration of Assurances Act was committed pro forma, Lord Lyndhurst objecting to the shortness of the time allowed. The Acts of Abounding Debtors Bill passed through Committee, and on the subject of Cape affairs Lord Stanley gave notice of a discussion for next Thursday, the 26th instant. bbox=[231, 1250, 440, 1306]
article-paragraph: 1. A jewel case in the cinque cento style, designed by L. Gruner, Esq., and executed at the manufactory of Mr. H. Elkington, at Birmingham. The material is bronze, gilt and silvered by electro-type process; upon this case are portraits on clasps of Her Majesty, Prince Albert, and the Prince of Wales, copied from miniatures by Thorburn, Esq., R.A. The small medallions, representing profiles of the young Princes and Princesses, are modelled from life by Leonard Wyon, Esq. bbox=[451, 1706, 660, 1799]
verse-line: No nothing, who gave inheritance, therefore, bbox=[473, 1312, 638, 1321]
column-rule bbox=[253, 981, 418, 982]
article-paragraph: 7. Axminster carpet, designed by L. Gruner, Esq., and manufactured at Glasgow, for Mr. Dowbiggen. bbox=[671, 445, 880, 464]
column-3 bbox=[446, 46, 666, 1866]
article-paragraph: pression of His Excellency's deep regret at the loss of Messrs. Smale, Geale, and Dunn, who unfortunately drowned when the Cutter was upset on the 7th instant. bbox=[11, 46, 220, 74]
verse-line: Hearts and nations possessing similar words, bbox=[472, 1321, 639, 1330]
article-paragraph: 4. Portrait of Prince Albert, companion of the above, painted by A. Beranger, after a portrait by F. Winterhalter. bbox=[671, 143, 880, 171]
article-paragraph: Tenders for the erection of a Water Tank in Official Bay, and for the supply of Hay for the service of the Government are invited to be sent in by noon of Friday the 24th instant. bbox=[11, 76, 220, 113]
article-paragraph: Davidson.—Preserved meats from Sydney. bbox=[680, 1868, 839, 1878]
masthead-title: THE NEW-ZEALANDER. bbox=[274, 3, 840, 38]
article-paragraph: 2. A table of gold and silver electro-plate, manufactured by Messrs. Elkington. The top of the table is an electro-type reproduction of a plate of the same manufacture. The ornamental plates of Mr. H. Elkington, under Lawrence of Chevalier de Schlick. The right table is not yet ready, representing Minerva, Astro- bbox=[451, 1801, 660, 1866]
article-paragraph: The contributions of Prince Albert consisted of samples of grain grown on the royal farm at Windsor; two white fat tables, executed in Derbyshire stone, in imitation of the Florentine mosaic; a block of Forest coal from West Wemyss colliery, Kirkaldy, Fifeshire, partly polished; a gardener's cart for removing large trees; a candelabrum in the sunny tracery, formed of simple ground and, in imitation of giallo antico; and a group in marble, "Theseus and Amazon." bbox=[671, 653, 880, 736]
verse-line: And fine art, favoured, and all that is committed. bbox=[466, 1357, 645, 1366]
section-heading: Van Diemen's Land. bbox=[947, 239, 1045, 250]
article-paragraph: Dennis and Co., J., New Bank-Buildings.—Ores and specimens of wood from Sydney. Cured hams, various samples of cotton grown near Maitland. bbox=[671, 1902, 880, 1930]
article-paragraph: Waters, Young, and Co., 2, Abchurch-lane, City.—Orchille manuscript; red stone; enamelled bales; enamelled kangaroo skins; patent kangaroo shoes; prepared by Thomas Hall and Co., Castlereagh-street, Sydney. bbox=[891, 158, 1101, 205]
verse-line: But one, whose every action is an emergence. bbox=[471, 1411, 640, 1420]
